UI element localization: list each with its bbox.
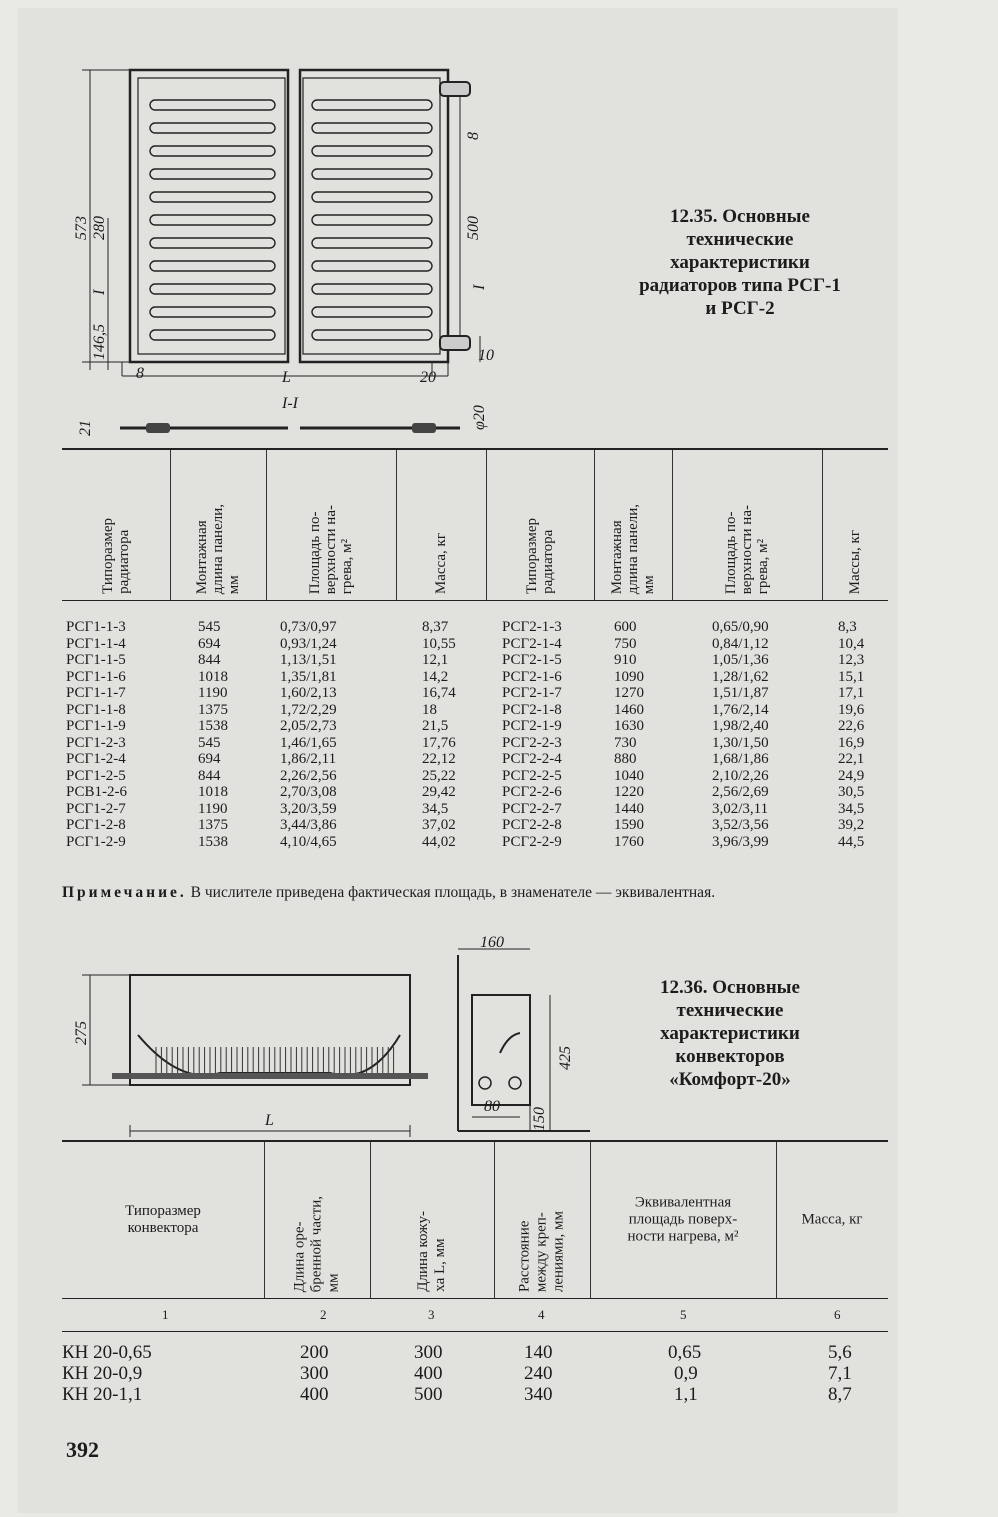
cell-area: 1,1 xyxy=(674,1384,698,1405)
cell-mount-length: 1375 xyxy=(198,817,228,833)
header-label: Эквивалентная площадь поверх- ности нагрева, м² xyxy=(627,1194,739,1245)
cell-mass: 21,5 xyxy=(422,718,449,734)
header-cell xyxy=(776,1142,888,1298)
header-cell xyxy=(62,1142,265,1298)
cell-mount-length: 694 xyxy=(198,635,221,652)
table-row xyxy=(62,735,888,751)
cell-mount-length: 1375 xyxy=(198,701,228,718)
radiator-channel xyxy=(312,284,432,294)
cell-mount-length-2: 1630 xyxy=(614,718,644,734)
cell-mass: 44,02 xyxy=(422,833,456,850)
cell-mount-distance: 240 xyxy=(524,1363,553,1384)
cell-casing-length: 500 xyxy=(414,1384,443,1405)
cell-mass: 37,02 xyxy=(422,817,456,833)
table-row xyxy=(62,834,888,850)
cell-area: 0,93/1,24 xyxy=(280,635,337,652)
cell-type: РСГ1-1-7 xyxy=(66,685,126,701)
header-label: Длина оре- бренной части, мм xyxy=(291,1195,342,1292)
cell-mount-length: 844 xyxy=(198,767,221,784)
cell-mount-length-2: 910 xyxy=(614,652,637,668)
header-cell xyxy=(594,450,673,600)
caption-line: характеристики xyxy=(670,252,810,273)
caption-line: 12.36. Основные xyxy=(660,977,800,998)
section-mark-right: I xyxy=(471,284,488,290)
cell-type: РСГ1-2-5 xyxy=(66,767,126,784)
radiator-channel xyxy=(312,261,432,271)
cell-mass-2: 34,5 xyxy=(838,800,865,817)
cell-type-2: РСГ2-2-3 xyxy=(502,734,562,751)
dim-length-l: L xyxy=(265,1112,274,1129)
header-cell xyxy=(590,1142,777,1298)
table-row xyxy=(62,784,888,800)
cell-finned-length: 200 xyxy=(300,1342,329,1363)
column-number: 2 xyxy=(320,1307,327,1322)
cell-mount-length: 1018 xyxy=(198,784,228,800)
cell-area: 1,13/1,51 xyxy=(280,652,337,668)
cell-mount-length: 1538 xyxy=(198,718,228,734)
table-row xyxy=(62,768,888,784)
table-row xyxy=(62,1384,888,1405)
cell-mount-length-2: 730 xyxy=(614,734,637,751)
column-number: 4 xyxy=(538,1307,545,1322)
header-cell xyxy=(396,450,487,600)
cell-type-2: РСГ2-2-9 xyxy=(502,833,562,850)
header-label: Монтажная длина панели, мм xyxy=(194,503,242,594)
radiator-table-body xyxy=(62,601,888,863)
caption-12-36 xyxy=(620,976,840,1091)
cell-mount-length-2: 1270 xyxy=(614,685,644,701)
cell-mass: 29,42 xyxy=(422,784,456,800)
cell-mass-2: 22,6 xyxy=(838,718,865,734)
cell-mass-2: 16,9 xyxy=(838,734,865,751)
table-row xyxy=(62,702,888,718)
header-cell xyxy=(822,450,888,600)
cell-mass-2: 30,5 xyxy=(838,784,865,800)
radiator-table xyxy=(62,448,888,863)
cell-type: РСГ1-1-9 xyxy=(66,718,126,734)
cell-area: 4,10/4,65 xyxy=(280,833,337,850)
cell-area: 2,26/2,56 xyxy=(280,767,337,784)
cell-type: РСГ1-2-7 xyxy=(66,800,126,817)
cell-area: 0,65 xyxy=(668,1342,702,1363)
header-cell xyxy=(266,450,397,600)
dim-width: 160 xyxy=(480,935,504,951)
header-cell xyxy=(370,1142,495,1298)
cell-area-2: 1,05/1,36 xyxy=(712,652,769,668)
radiator-channel xyxy=(150,238,275,248)
header-label: Типоразмер радиатора xyxy=(524,518,556,594)
note-text: В числителе приведена фактическая площадь, в знаменателе — эквивалентная. xyxy=(190,884,716,901)
cell-area: 1,60/2,13 xyxy=(280,685,337,701)
table-row xyxy=(62,1363,888,1384)
cell-mass-2: 8,3 xyxy=(838,619,857,635)
dim-height-inner: 280 xyxy=(91,216,108,240)
cell-type: КН 20-0,65 xyxy=(62,1342,152,1363)
cell-area-2: 3,96/3,99 xyxy=(712,833,769,850)
cell-mass-2: 39,2 xyxy=(838,817,865,833)
cell-mount-length: 545 xyxy=(198,619,221,635)
header-label: Типоразмер конвектора xyxy=(125,1203,201,1236)
table-row xyxy=(62,669,888,685)
cell-mount-length: 1538 xyxy=(198,833,228,850)
cell-mass: 17,76 xyxy=(422,734,456,751)
caption-line: технические xyxy=(676,1000,784,1021)
cell-area-2: 1,51/1,87 xyxy=(712,685,769,701)
cell-area-2: 1,30/1,50 xyxy=(712,734,769,751)
header-label: Расстояние между креп- лениями, мм xyxy=(516,1210,567,1292)
header-cell xyxy=(62,450,171,600)
caption-line: «Комфорт-20» xyxy=(669,1069,791,1090)
radiator-channel xyxy=(312,169,432,179)
cell-mount-length-2: 1590 xyxy=(614,817,644,833)
cell-type-2: РСГ2-2-6 xyxy=(502,784,562,800)
header-label: Площадь по- верхности на- грева, м² xyxy=(307,504,355,594)
cell-type-2: РСГ2-1-6 xyxy=(502,668,562,685)
cell-area: 1,86/2,11 xyxy=(280,751,337,767)
cell-finned-length: 400 xyxy=(300,1384,329,1405)
radiator-drawing xyxy=(60,40,520,450)
cell-mass: 12,1 xyxy=(422,652,449,668)
cell-mass-2: 15,1 xyxy=(838,668,865,685)
note-label: Примечание. xyxy=(62,884,187,901)
cell-type: РСГ1-1-5 xyxy=(66,652,126,668)
cell-mass-2: 19,6 xyxy=(838,701,865,718)
cell-mount-length-2: 1040 xyxy=(614,767,644,784)
radiator-channel xyxy=(150,330,275,340)
cell-mount-distance: 140 xyxy=(524,1342,553,1363)
cell-mass: 14,2 xyxy=(422,668,449,685)
convector-table-header xyxy=(62,1140,888,1299)
cell-area: 0,9 xyxy=(674,1363,698,1384)
cell-type-2: РСГ2-1-5 xyxy=(502,652,562,668)
radiator-channel xyxy=(312,100,432,110)
cell-mass: 5,6 xyxy=(828,1342,852,1363)
header-cell xyxy=(170,450,267,600)
caption-line: конвекторов xyxy=(675,1046,785,1067)
cell-mount-length: 1190 xyxy=(198,800,228,817)
cell-mass: 10,55 xyxy=(422,635,456,652)
cell-mount-length-2: 1760 xyxy=(614,833,644,850)
cell-type: РСГ1-2-4 xyxy=(66,751,126,767)
cell-area-2: 0,84/1,12 xyxy=(712,635,769,652)
cell-area: 2,70/3,08 xyxy=(280,784,337,800)
dim-height-total: 573 xyxy=(73,216,90,240)
table-row xyxy=(62,751,888,767)
section-title: I-I xyxy=(282,395,298,412)
radiator-channel xyxy=(150,307,275,317)
header-label: Монтажная длина панели, мм xyxy=(609,503,657,594)
header-cell xyxy=(264,1142,371,1298)
cell-casing-length: 300 xyxy=(414,1342,443,1363)
dim-pitch: 8 xyxy=(465,132,482,140)
column-number: 5 xyxy=(680,1307,687,1322)
cell-area: 3,44/3,86 xyxy=(280,817,337,833)
dim-height: 275 xyxy=(73,1021,90,1045)
table-note xyxy=(62,884,892,902)
cell-type: РСГ1-1-3 xyxy=(66,619,126,635)
cell-type: РСГ1-2-3 xyxy=(66,734,126,751)
cell-mass: 22,12 xyxy=(422,751,456,767)
radiator-channel xyxy=(150,169,275,179)
cell-type: КН 20-0,9 xyxy=(62,1363,143,1384)
cell-type-2: РСГ2-1-9 xyxy=(502,718,562,734)
cell-type: РСГ1-1-8 xyxy=(66,701,126,718)
cell-mount-distance: 340 xyxy=(524,1384,553,1405)
cell-type-2: РСГ2-1-8 xyxy=(502,701,562,718)
cell-area-2: 0,65/0,90 xyxy=(712,619,769,635)
table-row xyxy=(62,718,888,734)
cell-type-2: РСГ2-1-7 xyxy=(502,685,562,701)
cell-mass-2: 12,3 xyxy=(838,652,865,668)
cell-mass-2: 44,5 xyxy=(838,833,865,850)
radiator-channel xyxy=(312,192,432,202)
header-cell xyxy=(494,1142,591,1298)
caption-line: технические xyxy=(686,229,794,250)
cell-mount-length: 844 xyxy=(198,652,221,668)
cell-area: 1,72/2,29 xyxy=(280,701,337,718)
caption-line: 12.35. Основные xyxy=(670,206,810,227)
convector-drawing xyxy=(60,935,600,1140)
cell-area-2: 2,10/2,26 xyxy=(712,767,769,784)
table-row xyxy=(62,801,888,817)
cell-mount-length-2: 1460 xyxy=(614,701,644,718)
radiator-channel xyxy=(150,192,275,202)
dim-left-margin: 8 xyxy=(136,365,144,382)
header-label: Масса, кг xyxy=(801,1211,863,1228)
header-cell xyxy=(672,450,823,600)
radiator-channel xyxy=(312,146,432,156)
cell-type-2: РСГ2-1-3 xyxy=(502,619,562,635)
cell-mount-length: 1190 xyxy=(198,685,228,701)
header-label: Масса, кг xyxy=(433,532,449,594)
cell-mount-length-2: 880 xyxy=(614,751,637,767)
cell-type-2: РСГ2-2-4 xyxy=(502,751,562,767)
table-row xyxy=(62,636,888,652)
cell-area-2: 3,52/3,56 xyxy=(712,817,769,833)
caption-line: характеристики xyxy=(660,1023,800,1044)
header-label: Массы, кг xyxy=(847,529,863,594)
caption-line: и РСГ-2 xyxy=(705,298,775,319)
cell-mass: 25,22 xyxy=(422,767,456,784)
cell-mass-2: 24,9 xyxy=(838,767,865,784)
cell-casing-length: 400 xyxy=(414,1363,443,1384)
cell-area-2: 2,56/2,69 xyxy=(712,784,769,800)
radiator-table-header xyxy=(62,448,888,601)
radiator-channel xyxy=(150,215,275,225)
radiator-channel xyxy=(312,307,432,317)
cell-type-2: РСГ2-1-4 xyxy=(502,635,562,652)
table-row xyxy=(62,685,888,701)
table-row xyxy=(62,817,888,833)
radiator-channel xyxy=(150,100,275,110)
dim-mount-spacing: 80 xyxy=(484,1098,500,1115)
cell-area-2: 1,76/2,14 xyxy=(712,701,769,718)
table-row xyxy=(62,652,888,668)
radiator-channel xyxy=(150,261,275,271)
column-number: 6 xyxy=(834,1307,841,1322)
cell-mount-length-2: 1090 xyxy=(614,668,644,685)
dim-pipe-offset: 20 xyxy=(420,369,436,386)
dim-span: 500 xyxy=(465,216,482,240)
cell-mass: 8,37 xyxy=(422,619,449,635)
column-numbers xyxy=(62,1299,888,1332)
column-number: 1 xyxy=(162,1307,169,1322)
cell-type: РСГ1-1-6 xyxy=(66,668,126,685)
cell-area: 1,35/1,81 xyxy=(280,668,337,685)
cell-area-2: 1,28/1,62 xyxy=(712,668,769,685)
cell-area: 0,73/0,97 xyxy=(280,619,337,635)
cell-mount-length-2: 1220 xyxy=(614,784,644,800)
cell-mass-2: 22,1 xyxy=(838,751,865,767)
cell-area: 3,20/3,59 xyxy=(280,800,337,817)
cell-mass-2: 17,1 xyxy=(838,685,865,701)
cell-finned-length: 300 xyxy=(300,1363,329,1384)
dim-bottom-right: 10 xyxy=(478,347,494,364)
header-cell xyxy=(486,450,595,600)
header-label: Длина кожу- ха L, мм xyxy=(415,1211,448,1292)
caption-12-35 xyxy=(590,205,890,320)
dim-mount-height: 425 xyxy=(557,1046,574,1070)
header-label: Площадь по- верхности на- грева, м² xyxy=(723,504,771,594)
cell-mount-length-2: 1440 xyxy=(614,800,644,817)
cell-type: РСГ1-2-8 xyxy=(66,817,126,833)
cell-mount-length: 1018 xyxy=(198,668,228,685)
cell-mass: 7,1 xyxy=(828,1363,852,1384)
radiator-channel xyxy=(312,330,432,340)
cell-mass-2: 10,4 xyxy=(838,635,865,652)
column-number: 3 xyxy=(428,1307,435,1322)
radiator-channel xyxy=(150,123,275,133)
convector-table xyxy=(62,1140,888,1405)
cell-mount-length: 694 xyxy=(198,751,221,767)
cell-area: 2,05/2,73 xyxy=(280,718,337,734)
dim-floor-gap: 150 xyxy=(531,1107,548,1131)
cell-type: РСВ1-2-6 xyxy=(66,784,128,800)
radiator-channel xyxy=(312,238,432,248)
cell-mount-length-2: 600 xyxy=(614,619,637,635)
cell-area-2: 1,68/1,86 xyxy=(712,751,769,767)
table-row xyxy=(62,1342,888,1363)
radiator-channel xyxy=(150,146,275,156)
radiator-channel xyxy=(150,284,275,294)
cell-type-2: РСГ2-2-5 xyxy=(502,767,562,784)
dim-bottom-offset: 146,5 xyxy=(91,324,108,360)
header-label: Типоразмер радиатора xyxy=(100,518,132,594)
dim-pipe-dia: φ20 xyxy=(471,405,488,430)
cell-type-2: РСГ2-2-7 xyxy=(502,800,562,817)
cell-mass: 18 xyxy=(422,701,437,718)
cell-type: РСГ1-1-4 xyxy=(66,635,126,652)
cell-area-2: 1,98/2,40 xyxy=(712,718,769,734)
cell-type: КН 20-1,1 xyxy=(62,1384,143,1405)
table-row xyxy=(62,619,888,635)
cell-mount-length: 545 xyxy=(198,734,221,751)
cell-area: 1,46/1,65 xyxy=(280,734,337,751)
caption-line: радиаторов типа РСГ-1 xyxy=(639,275,841,296)
page-number: 392 xyxy=(66,1437,99,1462)
dim-thickness: 21 xyxy=(77,420,94,436)
cell-area-2: 3,02/3,11 xyxy=(712,800,769,817)
cell-mass: 16,74 xyxy=(422,685,456,701)
radiator-channel xyxy=(312,123,432,133)
cell-mount-length-2: 750 xyxy=(614,635,637,652)
section-mark-left: I xyxy=(91,289,108,295)
cell-type: РСГ1-2-9 xyxy=(66,833,126,850)
radiator-channel xyxy=(312,215,432,225)
cell-mass: 34,5 xyxy=(422,800,449,817)
cell-mass: 8,7 xyxy=(828,1384,852,1405)
cell-type-2: РСГ2-2-8 xyxy=(502,817,562,833)
dim-length: L xyxy=(282,369,291,386)
